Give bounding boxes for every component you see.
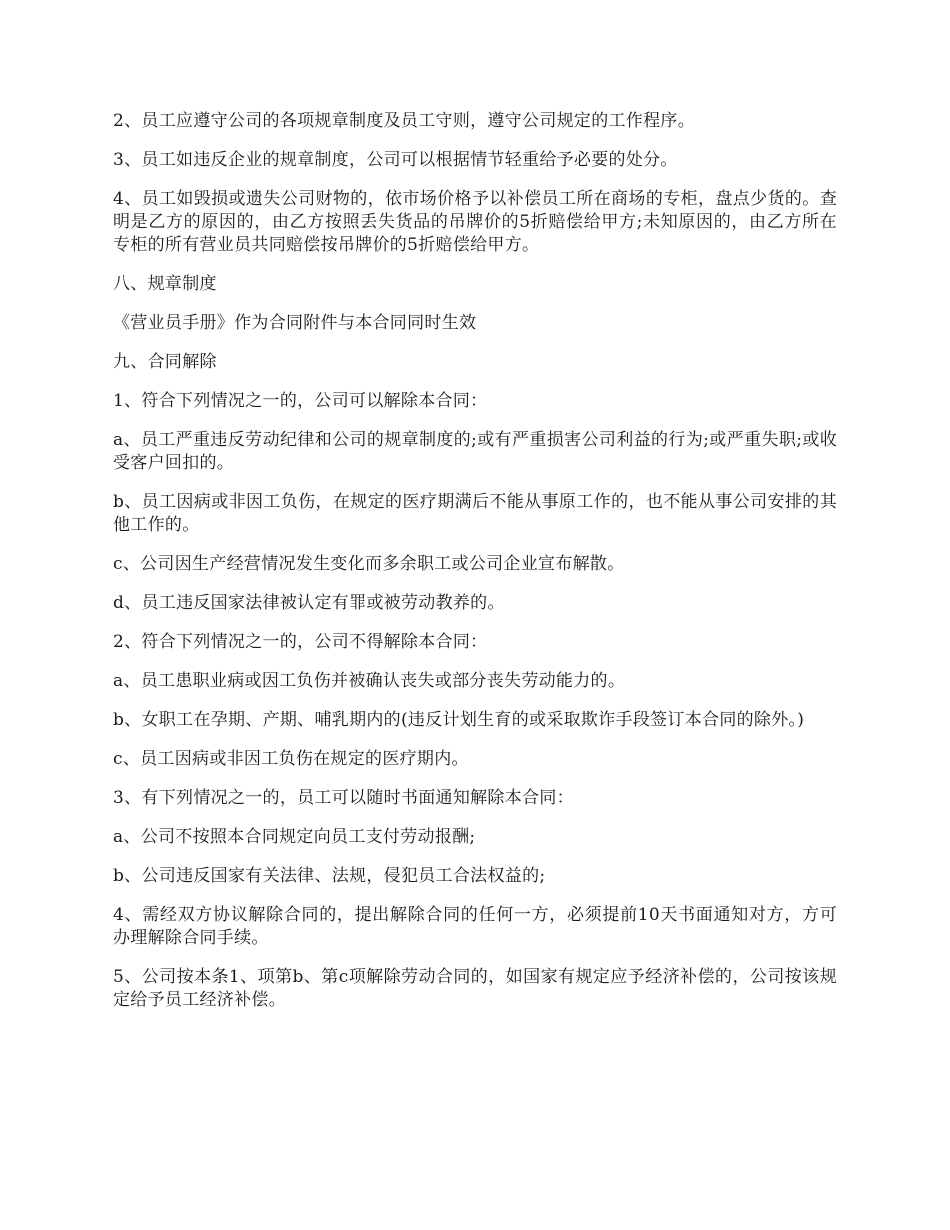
- paragraph-termination-1: 1、符合下列情况之一的，公司可以解除本合同：: [113, 391, 488, 411]
- document-page: [113, 110, 837, 1028]
- paragraph-rule-4: 4、员工如毁损或遗失公司财物的，依市场价格予以补偿员工所在商场的专柜，盘点少货的。查明是乙方的原因的，由乙方按照丢失货品的吊牌价的5折赔偿给甲方;未知原因的，由乙方所在专柜的所有营业员共同赔偿按吊牌价的5折赔偿给甲方。: [113, 189, 837, 255]
- paragraph-termination-1d: d、员工违反国家法律被认定有罪或被劳动教养的。: [113, 593, 505, 613]
- paragraph-termination-2c: c、员工因病或非因工负伤在规定的医疗期内。: [113, 749, 469, 769]
- paragraph-termination-5: 5、公司按本条1、项第b、第c项解除劳动合同的，如国家有规定应予经济补偿的，公司按该规定给予员工经济补偿。: [113, 967, 837, 1010]
- paragraph-termination-3b: b、公司违反国家有关法律、法规，侵犯员工合法权益的;: [113, 866, 546, 886]
- paragraph-termination-1a: a、员工严重违反劳动纪律和公司的规章制度的;或有严重损害公司利益的行为;或严重失职;或收受客户回扣的。: [113, 430, 837, 473]
- paragraph-termination-4: 4、需经双方协议解除合同的，提出解除合同的任何一方，必须提前10天书面通知对方，方可办理解除合同手续。: [113, 905, 837, 948]
- section-heading-termination: 九、合同解除: [113, 352, 217, 372]
- paragraph-rule-3: 3、员工如违反企业的规章制度，公司可以根据情节轻重给予必要的处分。: [113, 150, 678, 170]
- paragraph-termination-3: 3、有下列情况之一的，员工可以随时书面通知解除本合同：: [113, 788, 574, 808]
- paragraph-termination-3a: a、公司不按照本合同规定向员工支付劳动报酬;: [113, 827, 476, 847]
- paragraph-termination-2a: a、员工患职业病或因工负伤并被确认丧失或部分丧失劳动能力的。: [113, 671, 626, 691]
- paragraph-termination-1b: b、员工因病或非因工负伤，在规定的医疗期满后不能从事原工作的，也不能从事公司安排的其他工作的。: [113, 492, 837, 535]
- paragraph-termination-2: 2、符合下列情况之一的，公司不得解除本合同：: [113, 632, 488, 652]
- paragraph-handbook: 《营业员手册》作为合同附件与本合同同时生效: [113, 313, 477, 333]
- paragraph-termination-1c: c、公司因生产经营情况发生变化而多余职工或公司企业宣布解散。: [113, 554, 625, 574]
- paragraph-termination-2b: b、女职工在孕期、产期、哺乳期内的(违反计划生育的或采取欺诈手段签订本合同的除外。): [113, 710, 805, 730]
- section-heading-rules: 八、规章制度: [113, 274, 217, 294]
- paragraph-rule-2: 2、员工应遵守公司的各项规章制度及员工守则，遵守公司规定的工作程序。: [113, 111, 696, 131]
